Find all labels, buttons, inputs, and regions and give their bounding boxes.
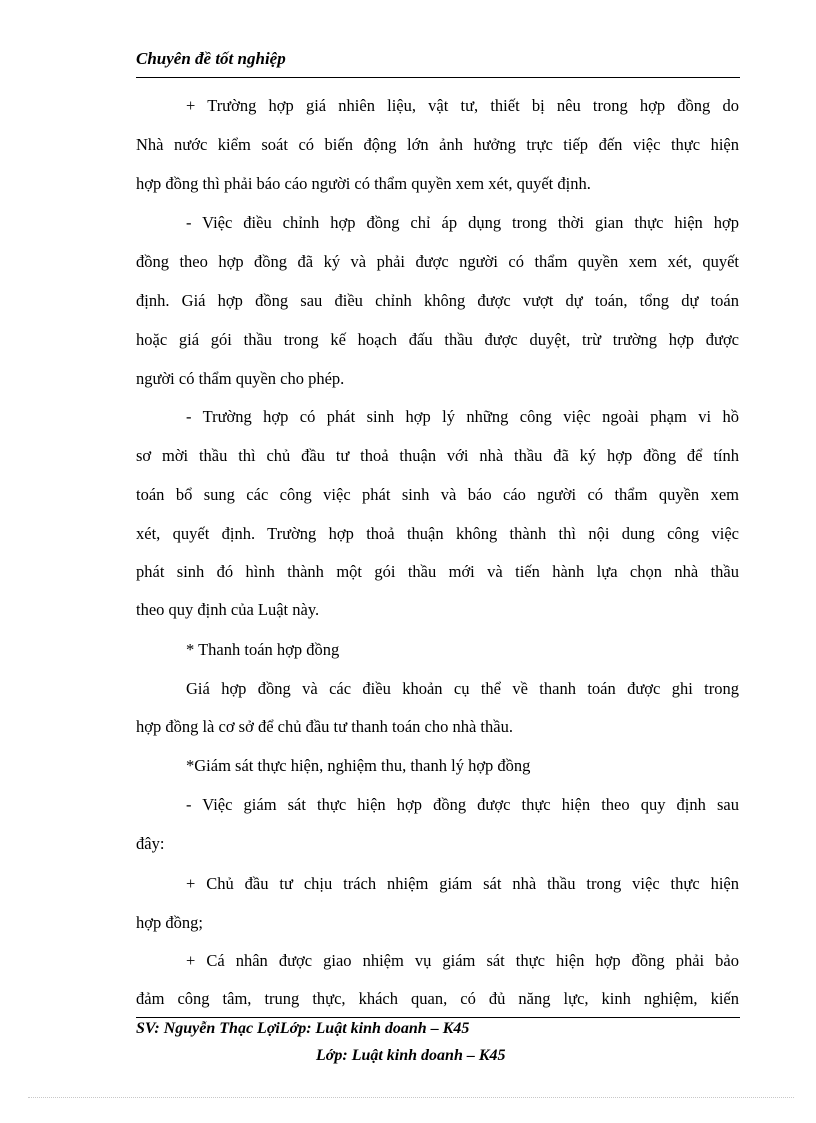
text-line: sơ mời thầu thì chủ đầu tư thoả thuận với nhà thầu đã ký hợp đồng để tính — [136, 446, 739, 465]
text-line: + Chủ đầu tư chịu trách nhiệm giám sát nhà thầu trong việc thực hiện — [186, 874, 739, 893]
text-line: Nhà nước kiểm soát có biến động lớn ảnh hưởng trực tiếp đến việc thực hiện — [136, 135, 739, 154]
footer-class-inline: Lớp: Luật kinh doanh – K45 — [279, 1020, 470, 1037]
text-line: + Cá nhân được giao nhiệm vụ giám sát thực hiện hợp đồng phải bảo — [186, 951, 739, 970]
text-line: định. Giá hợp đồng sau điều chỉnh không được vượt dự toán, tổng dự toán — [136, 291, 739, 310]
footer-divider — [136, 1017, 740, 1018]
text-line: - Việc điều chỉnh hợp đồng chỉ áp dụng trong thời gian thực hiện hợp — [186, 213, 739, 232]
footer-class-line: Lớp: Luật kinh doanh – K45 — [316, 1047, 506, 1064]
footer-student-name: SV: Nguyễn Thạc Lợi — [136, 1020, 280, 1037]
section-heading: * Thanh toán hợp đồng — [186, 640, 340, 659]
text-line: - Việc giám sát thực hiện hợp đồng được thực hiện theo quy định sau — [186, 795, 739, 814]
text-line: theo quy định của Luật này. — [136, 600, 320, 619]
text-line: toán bổ sung các công việc phát sinh và báo cáo người có thẩm quyền xem — [136, 485, 739, 504]
text-line: phát sinh đó hình thành một gói thầu mới và tiến hành lựa chọn nhà thầu — [136, 562, 739, 581]
page-edge-dotted-line — [28, 1097, 794, 1098]
text-line: + Trường hợp giá nhiên liệu, vật tư, thiết bị nêu trong hợp đồng do — [186, 96, 739, 115]
text-line: hợp đồng thì phải báo cáo người có thẩm quyền xem xét, quyết định. — [136, 174, 591, 193]
text-line: đồng theo hợp đồng đã ký và phải được người có thẩm quyền xem xét, quyết — [136, 252, 739, 271]
footer-student-line — [136, 1020, 469, 1038]
text-line: hợp đồng; — [136, 913, 203, 932]
section-heading: *Giám sát thực hiện, nghiệm thu, thanh lý hợp đồng — [186, 756, 531, 775]
text-line: - Trường hợp có phát sinh hợp lý những công việc ngoài phạm vi hồ — [186, 407, 739, 426]
text-line: hoặc giá gói thầu trong kế hoạch đấu thầu được duyệt, trừ trường hợp được — [136, 330, 739, 349]
text-line: đảm công tâm, trung thực, khách quan, có đủ năng lực, kinh nghiệm, kiến — [136, 989, 739, 1008]
page-header-title: Chuyên đề tốt nghiệp — [136, 49, 286, 68]
text-line: đây: — [136, 834, 165, 853]
text-line: xét, quyết định. Trường hợp thoả thuận không thành thì nội dung công việc — [136, 524, 739, 543]
text-line: Giá hợp đồng và các điều khoản cụ thể về thanh toán được ghi trong — [186, 679, 739, 698]
header-divider — [136, 77, 740, 78]
text-line: người có thẩm quyền cho phép. — [136, 369, 345, 388]
text-line: hợp đồng là cơ sở để chủ đầu tư thanh toán cho nhà thầu. — [136, 717, 513, 736]
